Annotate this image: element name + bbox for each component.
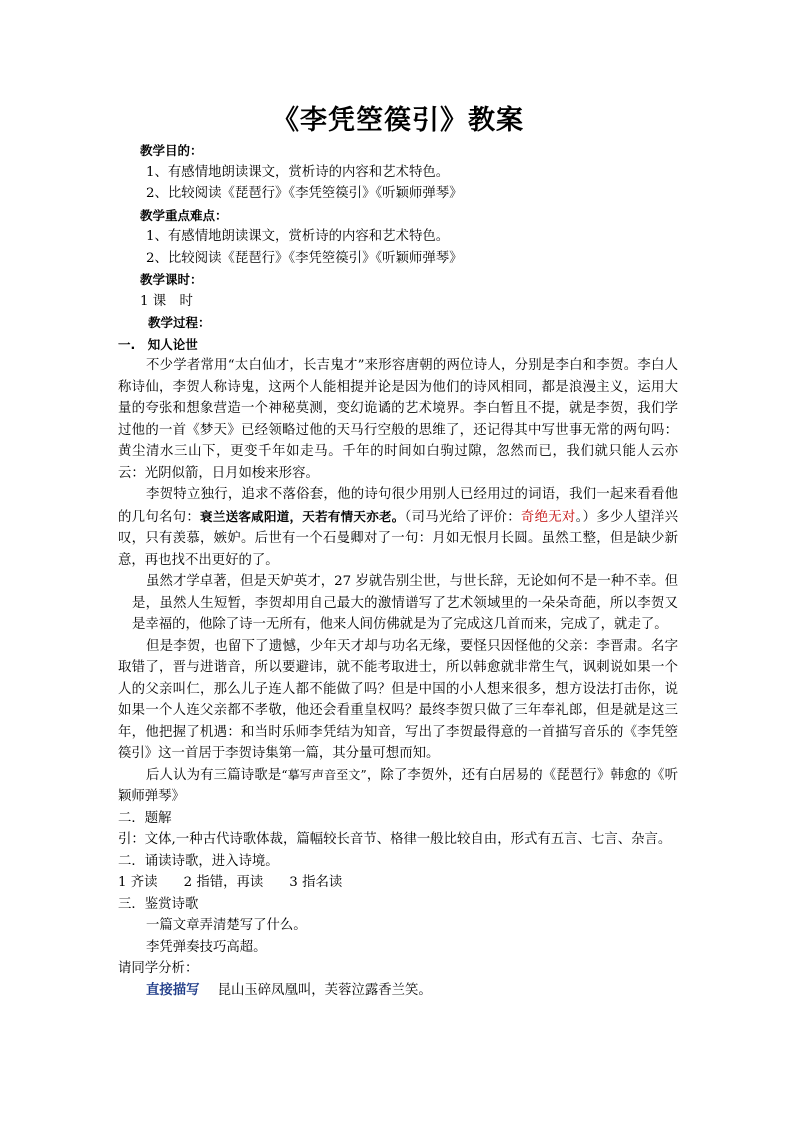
p2-text-a: 李贺特立独行，追求不落俗套，他的诗句很少用别人已经用过的词语，我们一起来看看他的几句名句：: [118, 487, 678, 525]
section-1-paragraph-4: 但是李贺，也留下了遗憾，少年天才却与功名无缘，要怪只因怪他的父亲：李晋肃。名字取错了，晋与进谐音，所以要避讳，就不能考取进士，所以韩愈就非常生气，讽刺说如果一个人的父亲叫仁，那么儿子连人都不能做了吗？但是中国的小人想来很多，想方设法打击你，说如果一个人连父亲都不孝敬，他还会看重皇权吗？最终李贺只做了三年奉礼郎，但是就是这三年，他把握了机遇：和当时乐师李凭结为知音，写出了李贺最得意的一首描写音乐的《李凭箜篌引》这一首居于李贺诗集第一篇，其分量可想而知。: [118, 638, 678, 761]
section-3-steps: [118, 872, 678, 894]
p5-text-c: ，除了李贺外，还有白居易的《琵琶行》韩愈的《听颖师弹琴》: [118, 767, 679, 804]
section-3-heading: 二．诵读诗歌，进入诗境。: [118, 853, 279, 869]
section-4-line-2: 李凭弹奏技巧高超。: [146, 939, 267, 955]
direct-description-label: 直接描写: [146, 981, 200, 998]
section-4-line-3: 请同学分析：: [118, 961, 199, 976]
p2-evaluation: 奇绝无对: [520, 509, 576, 525]
process-label: 教学过程：: [148, 315, 211, 330]
direct-description-verse: 昆山玉碎凤凰叫，芙蓉泣露香兰笑。: [217, 982, 432, 998]
focus-item-2: 2、比较阅读《琵琶行》《李凭箜篌引》《听颖师弹琴》: [146, 250, 463, 266]
goals-label: 教学目的：: [140, 143, 203, 158]
section-4-line-1: 一篇文章弄清楚写了什么。: [146, 918, 307, 933]
p5-text-a: 后人认为有三篇诗歌是: [146, 767, 282, 783]
section-4-heading: 三．鉴赏诗歌: [118, 896, 199, 912]
focus-item-1: 1、有感情地朗读课文，赏析诗的内容和艺术特色。: [146, 229, 450, 244]
section-1-paragraph-3: 虽然才学卓著，但是天妒英才，27 岁就告别尘世，与世长辞，无论如何不是一种不幸。但是，虽然人生短暂，李贺却用自己最大的激情谱写了艺术领域里的一朵朵奇葩，所以李贺又是幸福的，他除了诗一无所有，他来人间仿佛就是为了完成这几首而来，完成了，就走了。: [132, 574, 678, 632]
focus-label: 教学重点难点：: [140, 207, 228, 223]
p2-text-e: 。）多少人望洋兴叹，只有羡慕，嫉妒。后世有一个石曼卿对了一句：月如无恨月长圆。虽然工整，但是缺少新意，再也找不出更好的了。: [118, 509, 678, 568]
p2-famous-line: 衰兰送客咸阳道，天若有情天亦老。: [200, 508, 405, 524]
goal-item-2: 2、比较阅读《琵琶行》《李凭箜篌引》《听颖师弹琴》: [146, 186, 463, 201]
document-title: 《李凭箜篌引》教案: [272, 105, 524, 136]
p2-text-c: （司马光给了评价：: [404, 509, 521, 525]
section-1-paragraph-5: [118, 765, 678, 808]
goal-item-1: 1、有感情地朗读课文，赏析诗的内容和艺术特色。: [146, 164, 450, 180]
hours-label: 教学课时：: [140, 272, 203, 287]
section-1-paragraph-2: [118, 484, 678, 571]
hours-value: 1 课 时: [140, 293, 193, 309]
p5-quote: “摹写声音至文”: [281, 767, 367, 782]
step-1: 1 齐读: [118, 875, 158, 890]
section-2-text: 引：文体,一种古代诗歌体裁，篇幅较长音节、格律一般比较自由，形式有五言、七言、杂言。: [118, 832, 672, 847]
step-3: 3 指名读: [289, 875, 343, 890]
document-body: [118, 140, 678, 1001]
section-1-paragraph-1: 不少学者常用“太白仙才，长吉鬼才”来形容唐朝的两位诗人，分别是李白和李贺。李白人称诗仙，李贺人称诗鬼，这两个人能相提并论是因为他们的诗风相同，都是浪漫主义，运用大量的夸张和想象营造一个神秘莫测，变幻诡谲的艺术境界。李白暂且不提，就是李贺，我们学过他的一首《梦天》已经领略过他的天马行空般的思维了，还记得其中写世事无常的两句吗：黄尘清水三山下，更变千年如走马。千年的时间如白驹过隙，忽然而已，我们就只能人云亦云：光阴似箭，日月如梭来形容。: [118, 358, 678, 481]
section-1-heading: 一. 知人论世: [118, 336, 198, 352]
section-4-direct-line: [118, 980, 678, 1002]
section-2-heading: 二．题解: [118, 810, 172, 826]
step-2: 2 指错，再读: [183, 875, 264, 890]
